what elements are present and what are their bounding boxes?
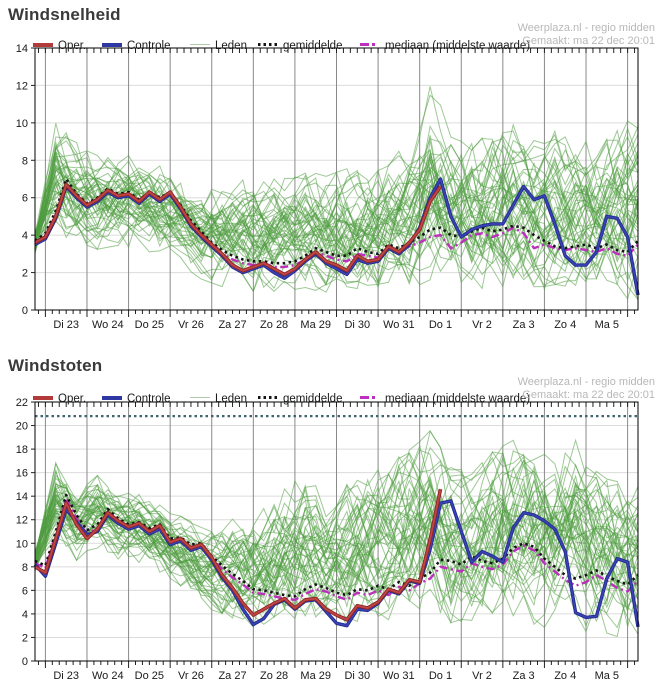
y-axis-labels (16, 43, 35, 317)
watermark-source: Weerplaza.nl - regio midden (517, 22, 655, 34)
svg-text:6: 6 (21, 192, 28, 205)
legend-item-controle (102, 390, 170, 405)
svg-text:Vr 26: Vr 26 (178, 670, 204, 682)
svg-text:20: 20 (15, 420, 28, 433)
x-axis-labels (53, 319, 619, 331)
watermark-generated: Gemaakt: ma 22 dec 20:01 (522, 35, 655, 47)
svg-text:Vr 2: Vr 2 (472, 670, 492, 682)
windstoten-title: Windstoten (8, 356, 103, 375)
chart-Windstoten (16, 397, 638, 682)
legend-item-mediaan (360, 390, 530, 405)
svg-text:4: 4 (21, 230, 28, 243)
legend-item-gemiddelde (258, 37, 342, 52)
controle-line-swatch-icon (102, 396, 122, 400)
gemiddelde-line-swatch-icon (258, 396, 278, 399)
svg-text:Zo 28: Zo 28 (260, 670, 289, 682)
svg-text:2: 2 (21, 632, 28, 645)
svg-text:Vr 26: Vr 26 (178, 319, 204, 331)
svg-text:Di 23: Di 23 (53, 670, 80, 682)
legend-item-oper (33, 390, 86, 405)
svg-text:6: 6 (21, 585, 28, 598)
svg-text:Di 30: Di 30 (344, 670, 371, 682)
svg-text:Do 25: Do 25 (134, 319, 165, 331)
svg-text:Do 1: Do 1 (428, 670, 453, 682)
y-axis-labels (16, 397, 35, 668)
svg-text:Vr 2: Vr 2 (472, 319, 492, 331)
svg-text:Zo 4: Zo 4 (554, 670, 577, 682)
svg-text:0: 0 (21, 305, 28, 317)
leden-line-swatch-icon (190, 397, 210, 398)
svg-text:Ma 29: Ma 29 (300, 670, 331, 682)
legend-label: Controle (127, 392, 171, 405)
watermark-generated: Gemaakt: ma 22 dec 20:01 (522, 389, 655, 401)
svg-text:Za 27: Za 27 (218, 319, 247, 331)
leden-line-swatch-icon (190, 44, 210, 45)
legend-label: mediaan (middelste waarde) (385, 39, 531, 52)
svg-text:Ma 5: Ma 5 (594, 319, 620, 331)
legend-item-gemiddelde (258, 390, 342, 405)
svg-text:Do 1: Do 1 (428, 319, 453, 331)
oper-line-swatch-icon (33, 43, 53, 47)
svg-text:14: 14 (15, 43, 28, 55)
svg-text:12: 12 (15, 514, 28, 527)
watermark-source: Weerplaza.nl - regio midden (517, 376, 655, 388)
svg-text:Wo 31: Wo 31 (383, 670, 415, 682)
svg-text:10: 10 (15, 538, 28, 551)
svg-text:Za 3: Za 3 (512, 319, 535, 331)
legend-item-controle (102, 37, 170, 52)
svg-text:8: 8 (21, 155, 28, 168)
controle-line-swatch-icon (102, 43, 122, 47)
legend-item-mediaan (360, 37, 530, 52)
svg-text:Ma 5: Ma 5 (594, 670, 620, 682)
svg-text:Ma 29: Ma 29 (300, 319, 331, 331)
mediaan-line-swatch-icon (360, 43, 380, 46)
svg-text:4: 4 (21, 608, 28, 621)
legend-label: Leden (215, 392, 247, 405)
legend-item-leden (190, 390, 247, 405)
legend-label: gemiddelde (283, 392, 343, 405)
svg-text:8: 8 (21, 561, 28, 574)
x-axis-labels (53, 670, 619, 682)
legend-item-oper (33, 37, 86, 52)
legend-label: Oper. (58, 39, 87, 52)
legend-item-leden (190, 37, 247, 52)
svg-text:Zo 28: Zo 28 (260, 319, 289, 331)
svg-text:Do 25: Do 25 (134, 670, 165, 682)
svg-text:18: 18 (15, 444, 28, 457)
svg-text:16: 16 (15, 467, 28, 480)
svg-text:14: 14 (15, 491, 28, 504)
svg-text:Zo 4: Zo 4 (554, 319, 577, 331)
svg-text:Wo 24: Wo 24 (91, 670, 124, 682)
chart-Windsnelheid (16, 43, 638, 331)
legend-label: Leden (215, 39, 247, 52)
svg-text:Za 3: Za 3 (512, 670, 535, 682)
svg-text:Di 30: Di 30 (344, 319, 371, 331)
svg-text:2: 2 (21, 267, 28, 280)
legend-label: mediaan (middelste waarde) (385, 392, 531, 405)
legend-label: Controle (127, 39, 171, 52)
legend-label: gemiddelde (283, 39, 343, 52)
svg-text:12: 12 (15, 80, 28, 93)
windsnelheid-title: Windsnelheid (8, 5, 121, 24)
gemiddelde-line-swatch-icon (258, 43, 278, 46)
watermark-windstoten (518, 376, 655, 402)
svg-text:Za 27: Za 27 (218, 670, 247, 682)
oper-line-swatch-icon (33, 396, 53, 400)
svg-text:Di 23: Di 23 (53, 319, 80, 331)
svg-text:Wo 31: Wo 31 (383, 319, 415, 331)
legend-label: Oper. (58, 392, 87, 405)
mediaan-line-swatch-icon (360, 396, 380, 399)
watermark-windsnelheid (518, 22, 655, 48)
svg-text:0: 0 (21, 656, 28, 668)
svg-text:Wo 24: Wo 24 (91, 319, 124, 331)
svg-text:22: 22 (15, 397, 28, 409)
svg-text:10: 10 (15, 117, 28, 130)
